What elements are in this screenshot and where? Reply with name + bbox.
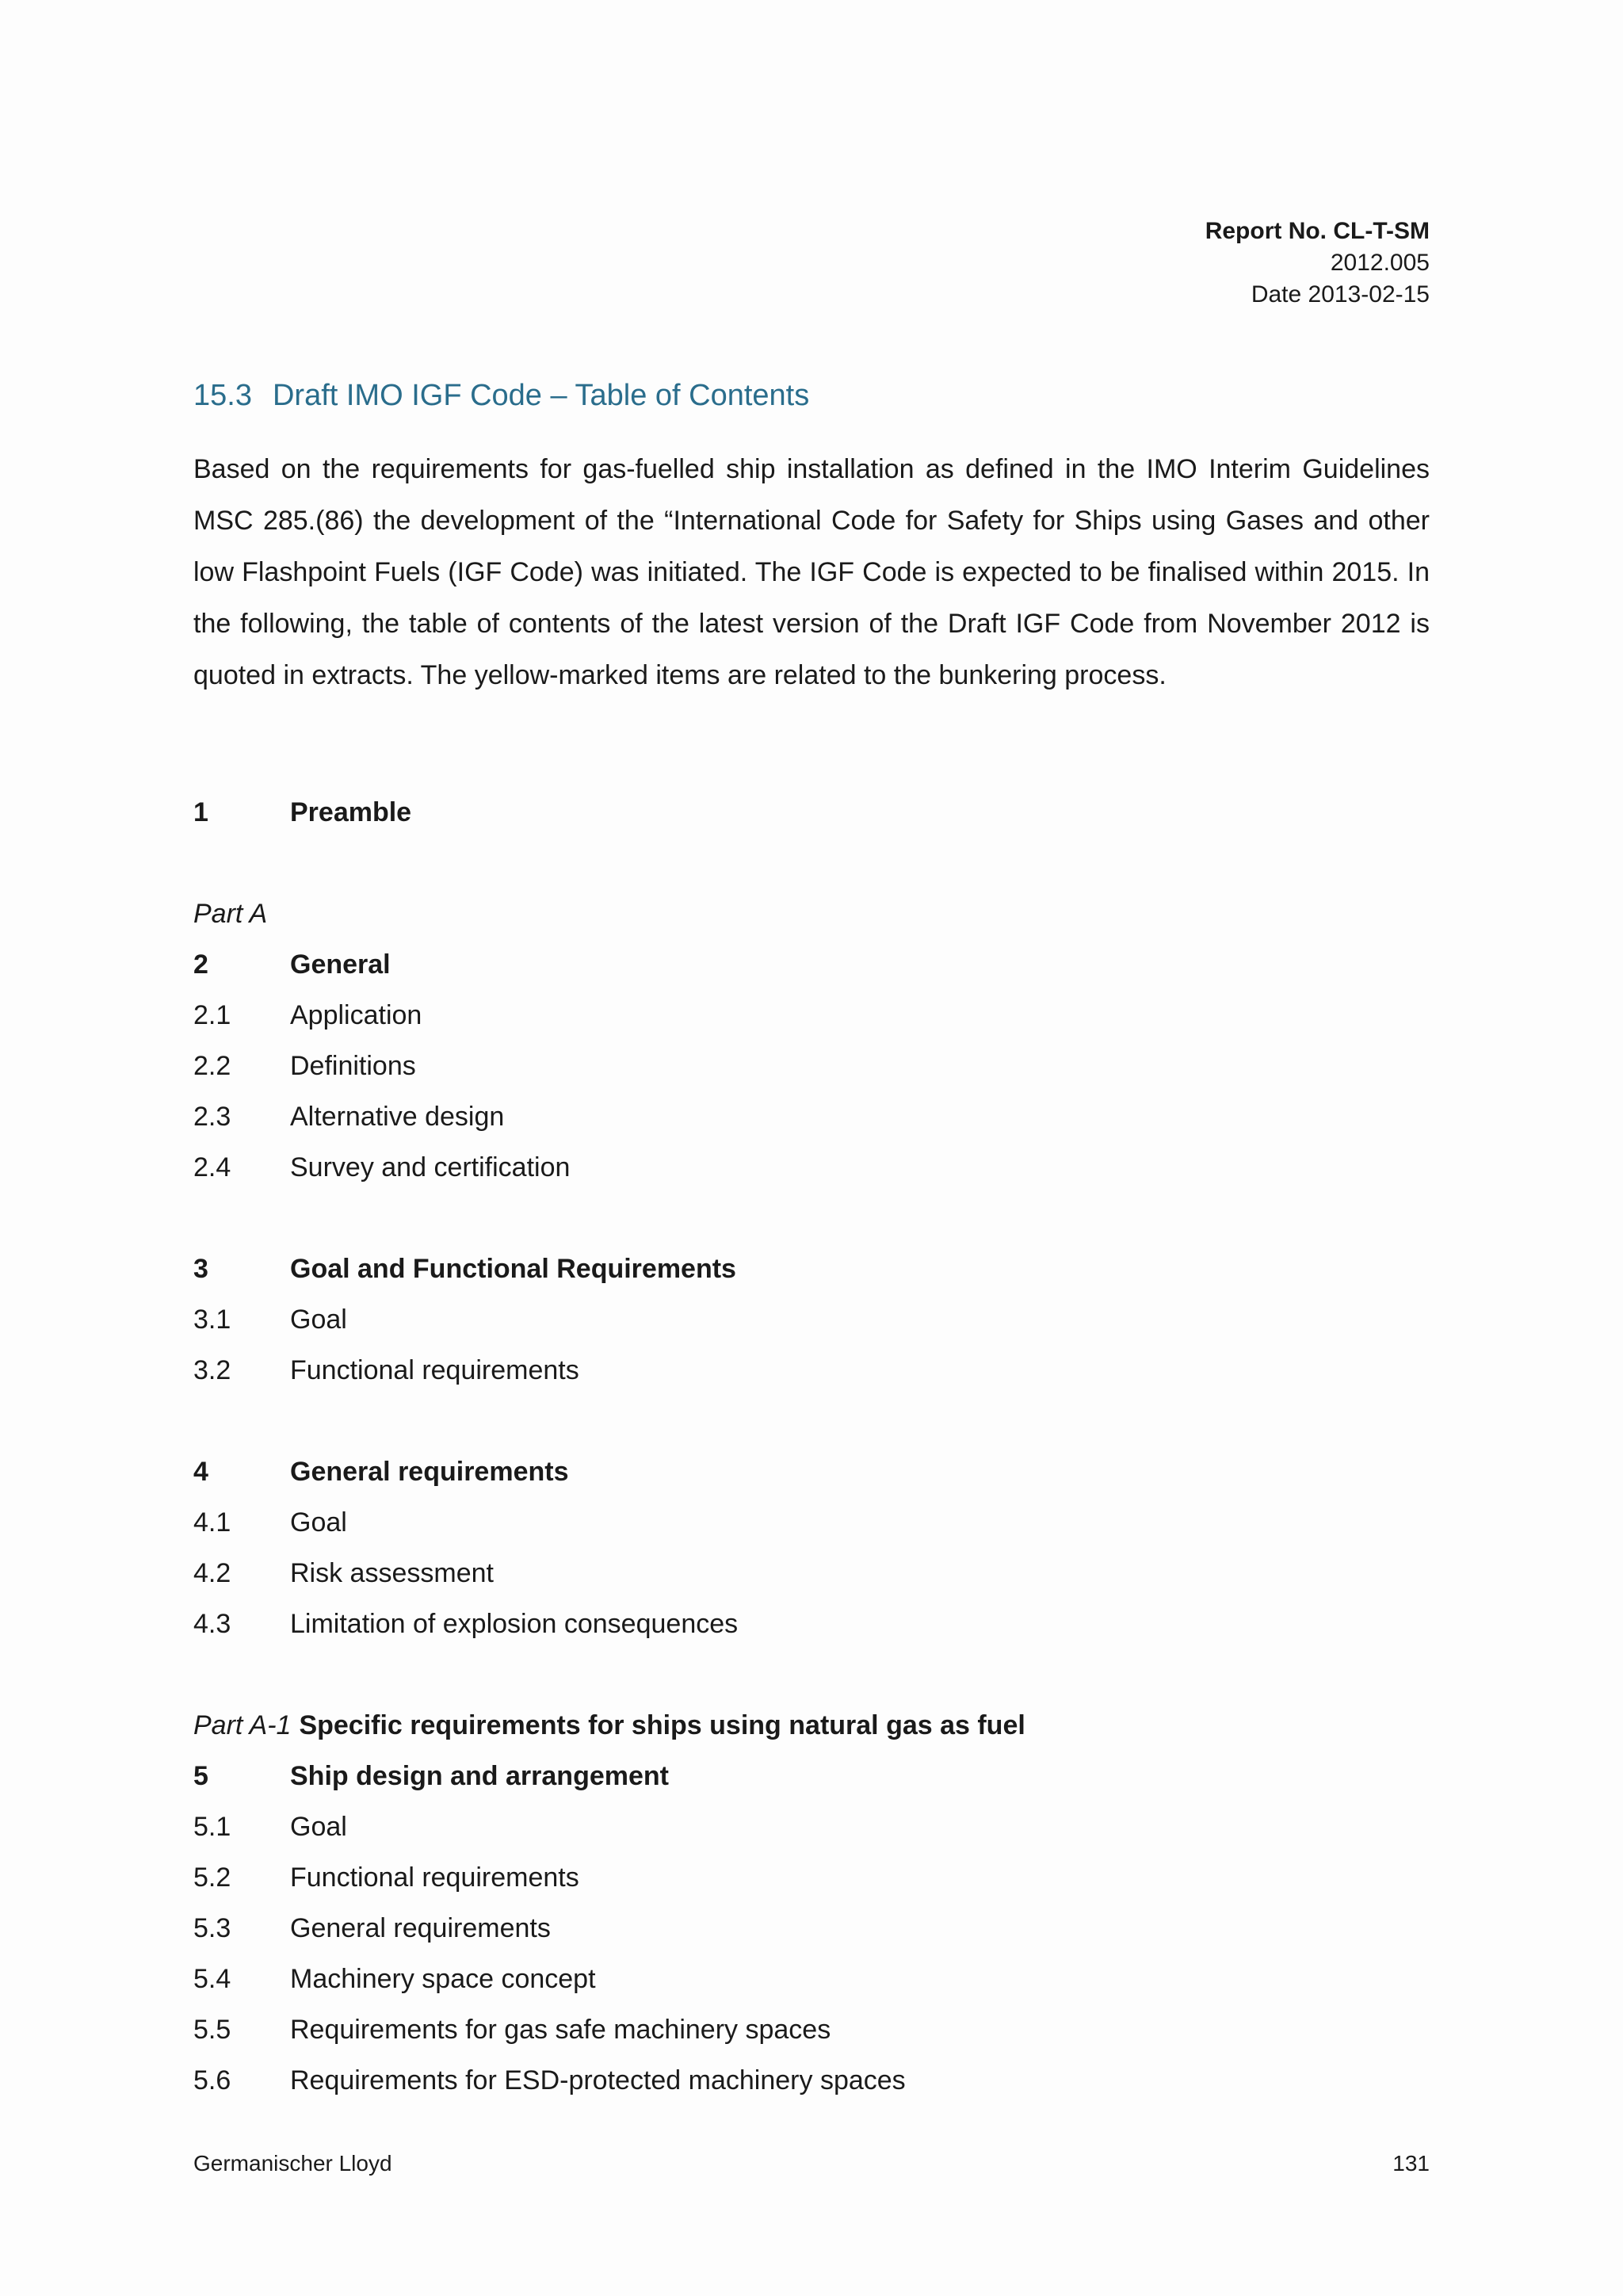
toc-item — [193, 1047, 416, 1085]
toc-title: General requirements — [290, 1912, 551, 1943]
toc-number: 5.3 — [193, 1912, 231, 1943]
toc-title: General — [290, 949, 391, 980]
toc-title: Definitions — [290, 1050, 416, 1081]
toc-title: Limitation of explosion consequences — [290, 1608, 739, 1639]
toc-chapter — [193, 1757, 669, 1795]
part-label: Part A-1 — [193, 1710, 292, 1740]
part-heading — [193, 1706, 1025, 1744]
toc-title: Application — [290, 999, 422, 1030]
toc-title: Goal — [290, 1304, 347, 1335]
toc-number: 5.6 — [193, 2065, 231, 2095]
toc-number: 4.1 — [193, 1507, 231, 1538]
toc-item — [193, 1605, 738, 1643]
toc-number: 4 — [193, 1456, 208, 1487]
section-heading: Draft IMO IGF Code – Table of Contents — [272, 379, 810, 412]
toc-number: 2.4 — [193, 1152, 231, 1182]
toc-title: Functional requirements — [290, 1354, 579, 1385]
toc-item — [193, 2061, 906, 2099]
footer-company: Germanischer Lloyd — [193, 2151, 392, 2176]
toc-number: 2.1 — [193, 999, 231, 1030]
toc-number: 4.2 — [193, 1557, 231, 1588]
toc-number: 5.2 — [193, 1862, 231, 1893]
toc-item — [193, 1909, 551, 1947]
toc-item — [193, 2011, 831, 2049]
toc-item — [193, 996, 422, 1034]
toc-number: 3.1 — [193, 1304, 231, 1335]
toc-title: Preamble — [290, 797, 412, 827]
toc-item — [193, 1554, 494, 1592]
toc-title: Machinery space concept — [290, 1963, 596, 1994]
toc-title: Requirements for gas safe machinery spaces — [290, 2014, 831, 2045]
toc-chapter — [193, 1250, 736, 1288]
toc-title: Functional requirements — [290, 1862, 579, 1893]
toc-item — [193, 1859, 579, 1897]
toc-title: General requirements — [290, 1456, 569, 1487]
toc-item — [193, 1301, 347, 1339]
toc-number: 5.5 — [193, 2014, 231, 2045]
toc-number: 3 — [193, 1253, 208, 1284]
toc-item — [193, 1808, 347, 1846]
toc-number: 1 — [193, 797, 208, 827]
report-number: Report No. CL-T-SM — [1205, 218, 1430, 244]
intro-paragraph: Based on the requirements for gas-fuelled ship installation as defined in the IMO Interim Guidelines MSC 285.(86) the development of the “International Code for Safety for Ships using Gases and other low Flashpoint Fuels (IGF Code) was initiated. The IGF Code is expected to be finalised within 2015. In the following, the table of contents of the latest version of the Draft IGF Code from November 2012 is quoted in extracts. The yellow-marked items are related to the bunkering process. — [193, 454, 1430, 690]
toc-title: Survey and certification — [290, 1152, 571, 1182]
toc-number: 5.4 — [193, 1963, 231, 1994]
part-heading — [193, 895, 275, 933]
toc-title: Goal and Functional Requirements — [290, 1253, 736, 1284]
part-title: Specific requirements for ships using natural gas as fuel — [299, 1710, 1025, 1740]
toc-chapter — [193, 793, 411, 831]
page-number: 131 — [1392, 2151, 1430, 2176]
toc-item — [193, 1098, 504, 1136]
toc-title: Risk assessment — [290, 1557, 494, 1588]
toc-item — [193, 1351, 579, 1389]
toc-title: Goal — [290, 1507, 347, 1538]
toc-chapter — [193, 1453, 568, 1491]
section-title — [193, 379, 809, 413]
section-number: 15.3 — [193, 379, 252, 412]
toc-number: 3.2 — [193, 1354, 231, 1385]
toc-number: 5 — [193, 1760, 208, 1791]
toc-title: Ship design and arrangement — [290, 1760, 669, 1791]
report-header — [1205, 216, 1430, 311]
toc-item — [193, 1148, 570, 1186]
toc-item — [193, 1503, 347, 1541]
toc-title: Requirements for ESD-protected machinery spaces — [290, 2065, 906, 2095]
report-date: Date 2013-02-15 — [1251, 281, 1430, 308]
page-footer — [193, 2151, 1430, 2176]
toc-number: 2 — [193, 949, 208, 980]
report-id: 2012.005 — [1330, 250, 1430, 276]
toc-number: 2.2 — [193, 1050, 231, 1081]
toc-chapter — [193, 946, 391, 984]
toc-number: 2.3 — [193, 1101, 231, 1132]
toc-number: 4.3 — [193, 1608, 231, 1639]
part-label: Part A — [193, 898, 268, 929]
toc-item — [193, 1960, 596, 1998]
toc-number: 5.1 — [193, 1811, 231, 1842]
toc-title: Alternative design — [290, 1101, 505, 1132]
toc-title: Goal — [290, 1811, 347, 1842]
